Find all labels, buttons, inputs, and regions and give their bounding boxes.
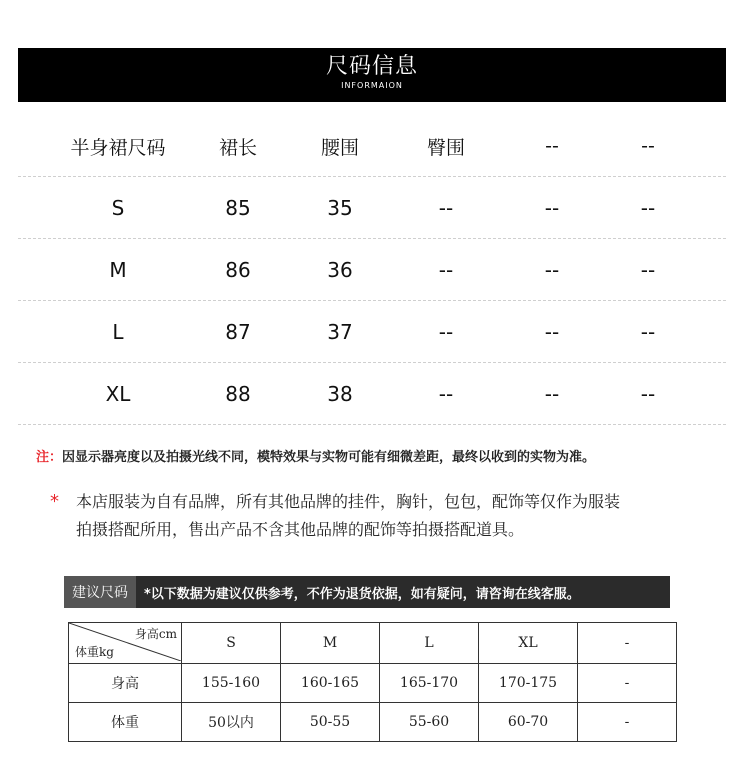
size-table-header xyxy=(18,116,726,177)
notice-line-2: 拍摄搭配所用，售出产品不含其他品牌的配饰等拍摄搭配道具。 xyxy=(76,520,525,539)
length-cell: 88 xyxy=(225,381,251,406)
size-cell: L xyxy=(112,319,124,344)
notice-line-1: 本店服装为自有品牌，所有其他品牌的挂件，胸针，包包，配饰等仅作为服装 xyxy=(76,492,621,511)
waist-cell: 38 xyxy=(327,381,353,406)
brand-notice xyxy=(50,488,750,544)
corner-header-cell xyxy=(69,623,182,664)
header-col6: -- xyxy=(641,135,655,157)
hip-cell: -- xyxy=(438,381,454,406)
table-cell: 165-170 xyxy=(380,664,479,703)
table-cell: - xyxy=(578,664,677,703)
size-info-banner xyxy=(18,48,726,102)
column-header: M xyxy=(281,623,380,664)
column-header: - xyxy=(578,623,677,664)
row-label: 身高 xyxy=(69,664,182,703)
col5-cell: -- xyxy=(544,319,560,344)
size-cell: S xyxy=(111,195,125,220)
advice-header-row xyxy=(69,623,677,664)
column-header: XL xyxy=(479,623,578,664)
col6-cell: -- xyxy=(640,195,656,220)
length-cell: 87 xyxy=(225,319,251,344)
table-row xyxy=(18,239,726,301)
advice-tag: 建议尺码 xyxy=(64,576,136,608)
table-row xyxy=(69,664,677,703)
col5-cell: -- xyxy=(544,195,560,220)
waist-cell: 35 xyxy=(327,195,353,220)
advice-size-table xyxy=(68,622,677,742)
table-cell: 50以内 xyxy=(182,703,281,742)
table-row xyxy=(18,363,726,425)
col6-cell: -- xyxy=(640,257,656,282)
row-label: 体重 xyxy=(69,703,182,742)
table-cell: - xyxy=(578,703,677,742)
table-cell: 50-55 xyxy=(281,703,380,742)
hip-cell: -- xyxy=(438,195,454,220)
waist-cell: 37 xyxy=(327,319,353,344)
table-row xyxy=(18,301,726,363)
waist-cell: 36 xyxy=(327,257,353,282)
display-disclaimer xyxy=(36,446,748,465)
col5-cell: -- xyxy=(544,381,560,406)
column-header: S xyxy=(182,623,281,664)
table-cell: 160-165 xyxy=(281,664,380,703)
table-cell: 55-60 xyxy=(380,703,479,742)
header-length: 裙长 xyxy=(218,136,257,159)
advice-message: *以下数据为建议仅供参考，不作为退货依据，如有疑问，请咨询在线客服。 xyxy=(144,586,580,602)
table-cell: 155-160 xyxy=(182,664,281,703)
table-cell: 60-70 xyxy=(479,703,578,742)
note-text: 因显示器亮度以及拍摄光线不同，模特效果与实物可能有细微差距，最终以收到的实物为准。 xyxy=(62,450,596,465)
header-col5: -- xyxy=(545,135,559,157)
table-row xyxy=(18,177,726,239)
col6-cell: -- xyxy=(640,381,656,406)
banner-title: 尺码信息 xyxy=(325,54,418,79)
table-row xyxy=(69,703,677,742)
length-cell: 85 xyxy=(225,195,251,220)
corner-height-label: 身高cm xyxy=(134,627,177,641)
skirt-size-table xyxy=(18,116,726,425)
col6-cell: -- xyxy=(640,319,656,344)
hip-cell: -- xyxy=(438,319,454,344)
length-cell: 86 xyxy=(225,257,251,282)
column-header: L xyxy=(380,623,479,664)
size-cell: M xyxy=(109,257,127,282)
banner-subtitle: INFORMAION xyxy=(341,81,403,90)
header-waist: 腰围 xyxy=(320,136,359,159)
advice-size-bar xyxy=(64,576,670,608)
asterisk-icon: * xyxy=(50,491,59,512)
note-label: 注： xyxy=(36,450,63,465)
header-size: 半身裙尺码 xyxy=(70,136,166,159)
table-cell: 170-175 xyxy=(479,664,578,703)
corner-weight-label: 体重kg xyxy=(75,645,114,659)
col5-cell: -- xyxy=(544,257,560,282)
header-hip: 臀围 xyxy=(426,136,465,159)
size-cell: XL xyxy=(105,381,131,406)
hip-cell: -- xyxy=(438,257,454,282)
